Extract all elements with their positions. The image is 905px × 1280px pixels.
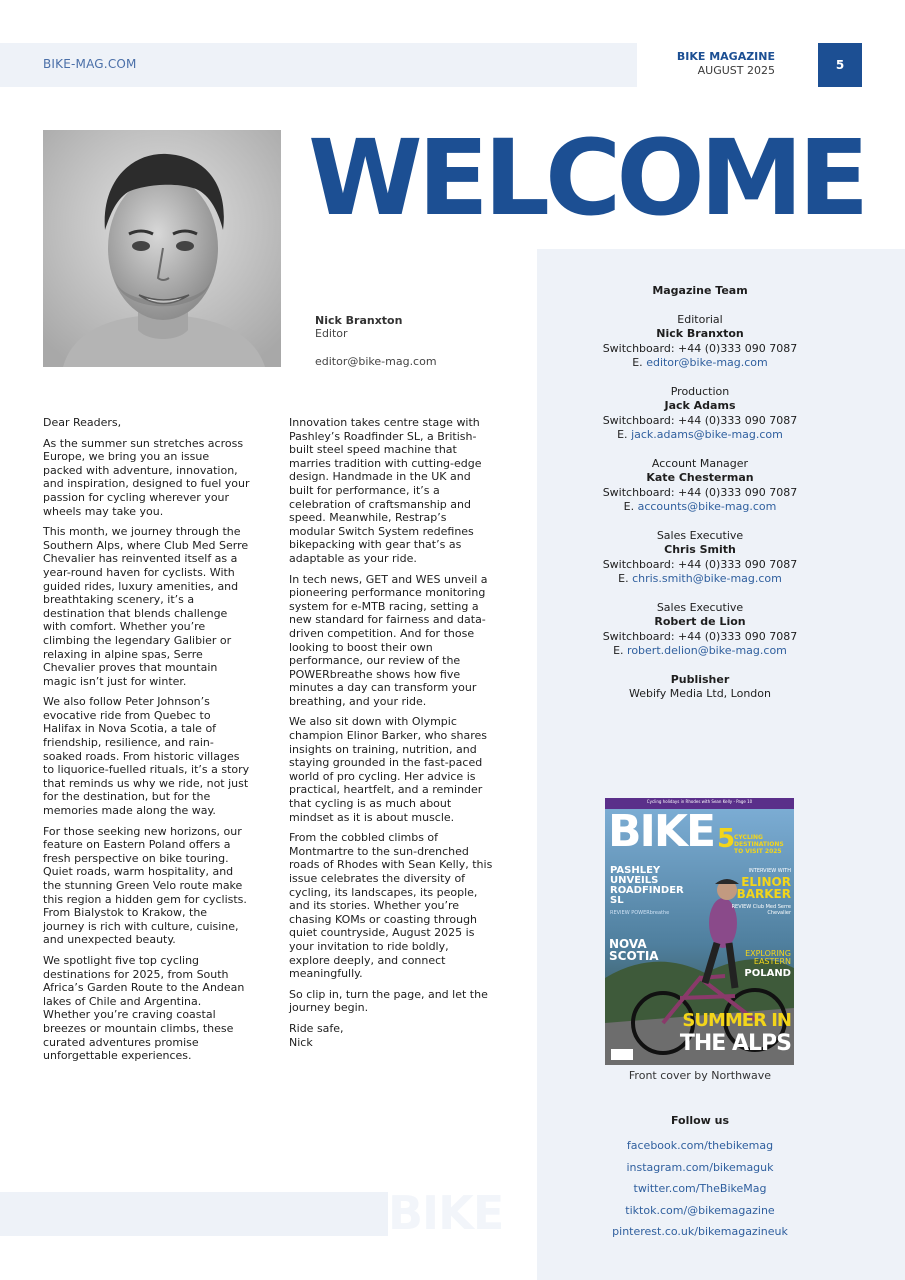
member-role: Sales Executive [656, 528, 744, 542]
team-heading: Magazine Team [652, 284, 748, 297]
letter-paragraph: As the summer sun stretches across Europe, we bring you an issue packed with adventure, innovation, and inspiration, designed to fuel your passion for cycling wherever your wheels may take you. [43, 436, 250, 518]
email-prefix: E. [632, 356, 643, 369]
member-name: Kate Chesterman [646, 471, 754, 484]
letter-paragraph: We also sit down with Olympic champion Elinor Barker, who shares insights on training, nutrition, and staying grounded in the fast-paced world of pro cycling. Her advice is practical, heartfelt, and a reminder that cycling is as much about mindset as it is about muscle. [289, 715, 487, 824]
instagram-link[interactable]: instagram.com/bikemaguk [626, 1160, 774, 1174]
team-member [537, 457, 863, 515]
cover-caption: Front cover by Northwave [628, 1069, 772, 1082]
pinterest-link[interactable]: pinterest.co.uk/bikemagazineuk [612, 1225, 788, 1238]
footer-band [0, 1192, 388, 1236]
team-member [537, 313, 863, 371]
magazine-cover[interactable] [605, 798, 794, 1065]
letter-paragraph: For those seeking new horizons, our feature on Eastern Poland offers a fresh perspective on bike touring. Quiet roads, warm hospitality, and the stunning Green Velo route make this region a hidden gem for cyclists. From Bialystok to Krakow, the journey is rich with culture, cuisine, and unexpected beauty. [43, 824, 247, 947]
letter-column-1 [43, 416, 251, 1070]
letter-paragraph: We spotlight five top cycling destinations for 2025, from South Africa’s Garden Route to the Andean lakes of Chile and Argentina. Whether you’re craving coastal breezes or mountain climbs, these curated adventures promise unforgettable experiences. [43, 953, 245, 1063]
cover-interview: INTERVIEW WITH [748, 868, 791, 874]
magazine-team [537, 284, 863, 702]
editor-name: Nick Branxton [315, 314, 403, 327]
member-role: Sales Executive [656, 600, 744, 614]
cover-poland: POLAND [744, 968, 791, 979]
member-name: Nick Branxton [656, 327, 744, 340]
letter-paragraph: This month, we journey through the Southern Alps, where Club Med Serre Chevalier has reinvented itself as a year-round haven for cyclists. With guided rides, luxury amenities, and breathtaking scenery, it’s a destination that blends challenge with comfort. Whether you’re climbing the legendary Galibier or relaxing in alpine spas, Serre Chevalier proves that mountain magic isn’t just for winter. [43, 525, 249, 688]
cover-alps: THE ALPS [679, 1031, 791, 1056]
letter-signoff: Ride safe, [289, 1021, 344, 1035]
email-prefix: E. [613, 644, 624, 657]
member-email-link[interactable]: jack.adams@bike-mag.com [631, 428, 783, 441]
cover-pashley: PASHLEY UNVEILS ROADFINDER SL [610, 865, 684, 906]
portrait-illustration [43, 130, 281, 367]
letter-greeting: Dear Readers, [43, 416, 122, 429]
social-links [537, 1114, 863, 1243]
letter-paragraph: We also follow Peter Johnson’s evocative ride from Quebec to Halifax in Nova Scotia, a tale of friendship, resilience, and rain-soaked roads. From historic villages to liquorice-fuelled rituals, it’s a story that reminds us why we ride, not just for the destination, but for the memories made along the way. [43, 695, 250, 818]
page-number: 5 [818, 43, 862, 87]
cover-destinations: CYCLING DESTINATIONS TO VISIT 2025 [734, 834, 784, 855]
footer-watermark: BIKE [388, 1186, 504, 1240]
member-phone: Switchboard: +44 (0)333 090 7087 [602, 557, 798, 571]
team-member [537, 529, 863, 587]
editor-photo [43, 130, 281, 367]
editor-email[interactable]: editor@bike-mag.com [315, 355, 437, 368]
letter-paragraph: From the cobbled climbs of Montmartre to the sun-drenched roads of Rhodes with Sean Kelly, this issue celebrates the diversity of cycling, its landscapes, its people, and its stories. Whether you’re chasing KOMs or coasting through quiet countryside, August 2025 is your invitation to ride boldly, explore deeply, and connect meaningfully. [289, 831, 493, 981]
cover-nova-scotia: NOVA SCOTIA [609, 937, 659, 963]
member-role: Production [670, 384, 730, 398]
letter-column-2 [289, 416, 493, 1056]
member-name: Jack Adams [664, 399, 736, 412]
member-email-link[interactable]: editor@bike-mag.com [646, 356, 768, 369]
follow-heading: Follow us [670, 1114, 730, 1127]
twitter-link[interactable]: twitter.com/TheBikeMag [633, 1182, 767, 1195]
cover-exploring: EXPLORING EASTERN [745, 949, 791, 966]
member-email-link[interactable]: accounts@bike-mag.com [637, 500, 777, 513]
member-phone: Switchboard: +44 (0)333 090 7087 [602, 485, 798, 499]
tiktok-link[interactable]: tiktok.com/@bikemagazine [625, 1203, 775, 1217]
cover-summer: SUMMER IN [682, 1010, 791, 1031]
magazine-name: BIKE MAGAZINE [676, 50, 775, 63]
publisher-name: Webify Media Ltd, London [629, 687, 771, 700]
member-phone: Switchboard: +44 (0)333 090 7087 [602, 629, 798, 643]
cover-review: REVIEW POWERbreathe [610, 910, 670, 916]
member-name: Chris Smith [664, 543, 736, 556]
letter-signature: Nick [289, 1035, 313, 1049]
member-role: Account Manager [651, 456, 749, 470]
team-member [537, 601, 863, 659]
email-prefix: E. [623, 500, 635, 513]
email-prefix: E. [618, 572, 629, 585]
cover-clubmed: REVIEW Club Med Serre Chevalier [731, 904, 791, 916]
facebook-link[interactable]: facebook.com/thebikemag [626, 1139, 774, 1152]
member-email-link[interactable]: robert.delion@bike-mag.com [627, 644, 787, 657]
cover-strap: Cycling holidays in Rhodes with Sean Kelly - Page 10 [646, 799, 753, 804]
editor-role: Editor [315, 327, 348, 340]
site-url[interactable]: BIKE-MAG.COM [43, 57, 137, 71]
publisher-label: Publisher [670, 672, 730, 686]
member-name: Robert de Lion [654, 615, 746, 628]
issue-date: AUGUST 2025 [697, 64, 775, 77]
letter-paragraph: In tech news, GET and WES unveil a pioneering performance monitoring system for e-MTB racing, setting a new standard for fairness and data-driven competition. And for those looking to boost their own performance, our review of the POWERbreathe shows how five minutes a day can transform your breathing, and your ride. [289, 572, 488, 708]
email-prefix: E. [617, 428, 628, 441]
member-phone: Switchboard: +44 (0)333 090 7087 [602, 341, 798, 355]
cover-number: 5 [717, 824, 736, 854]
cover-masthead: BIKE [608, 806, 715, 857]
team-member [537, 385, 863, 443]
page-title: WELCOME [308, 117, 865, 239]
member-email-link[interactable]: chris.smith@bike-mag.com [632, 572, 782, 585]
cover-elinor: ELINOR BARKER [736, 875, 791, 901]
issue-info [677, 50, 775, 78]
letter-paragraph: Innovation takes centre stage with Pashley’s Roadfinder SL, a British-built steel speed machine that marries tradition with cutting-edge design. Handmade in the UK and built for performance, it’s a celebration of craftsmanship and speed. Meanwhile, Restrap’s modular Switch System redefines bikepacking with gear that’s as adaptable as your ride. [289, 416, 482, 565]
member-phone: Switchboard: +44 (0)333 090 7087 [602, 413, 798, 427]
member-role: Editorial [677, 312, 723, 326]
letter-paragraph: So clip in, turn the page, and let the journey begin. [289, 987, 488, 1015]
